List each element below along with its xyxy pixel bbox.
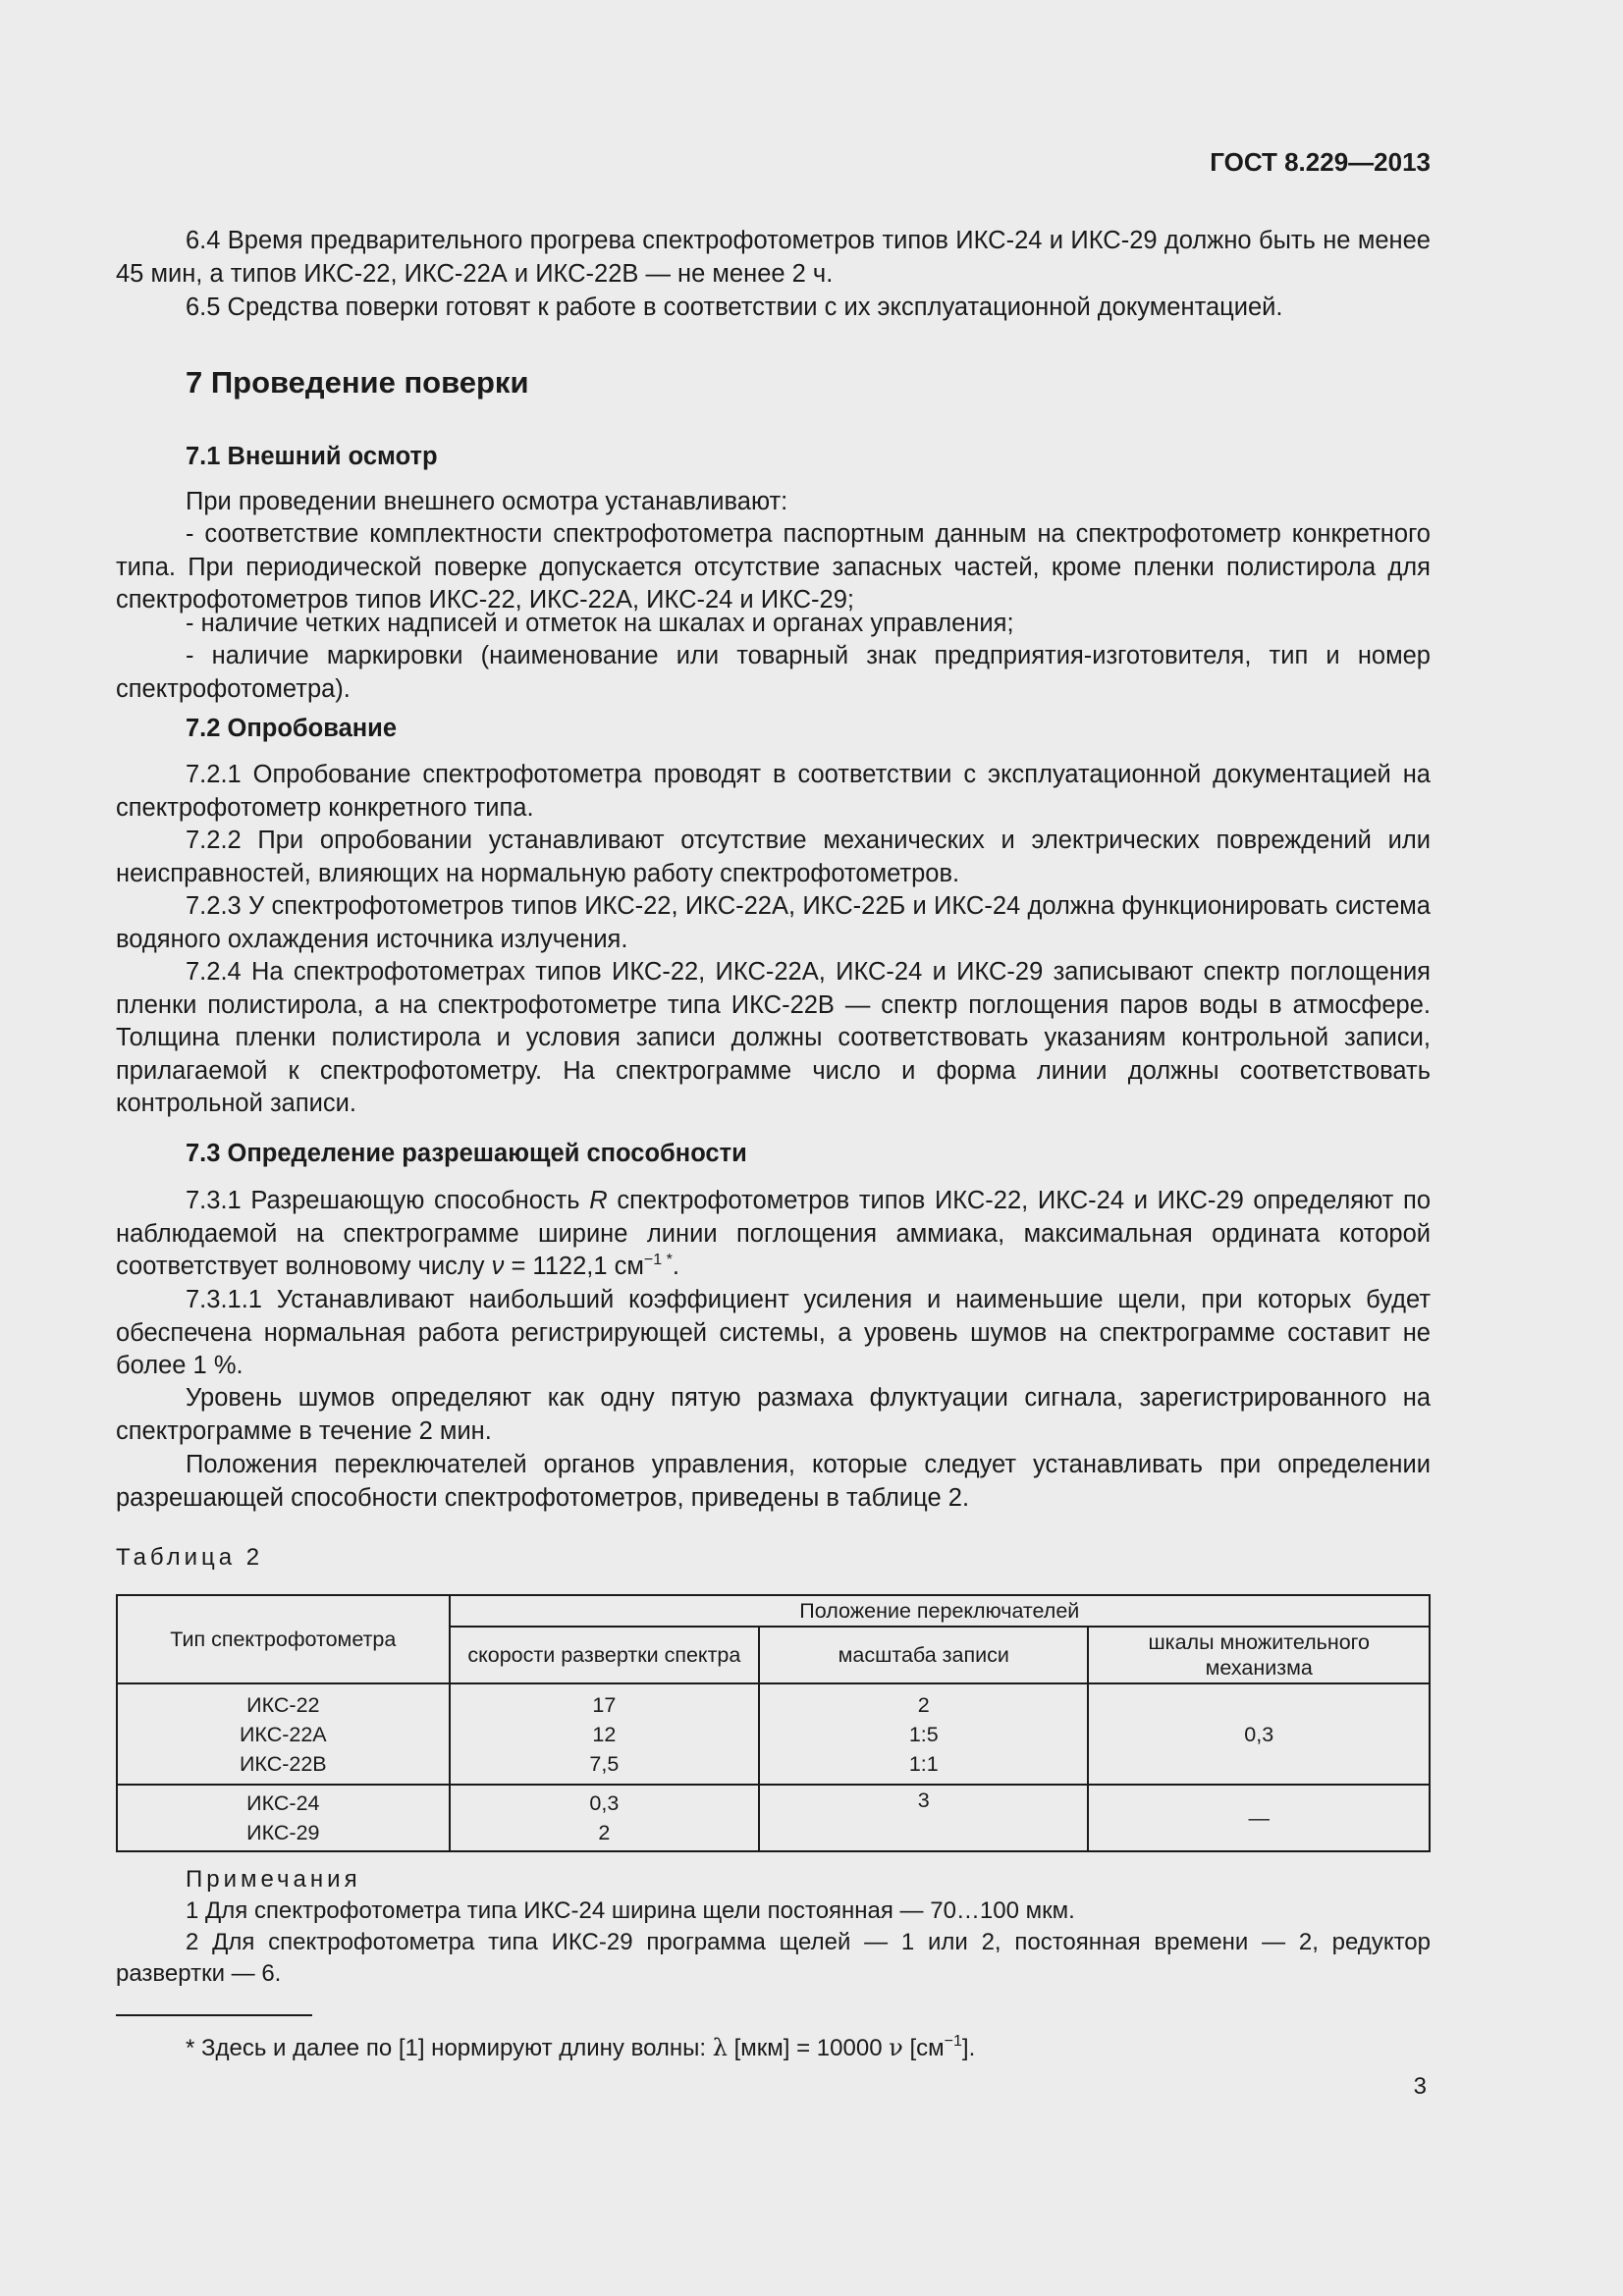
paragraph-7-3-1: 7.3.1 Разрешающую способность R спектрофотометров типов ИКС-22, ИКС-24 и ИКС-29 определяют по наблюдаемой на спектрограмме ширине линии поглощения аммиака, максимальная ордината которой соответствует волновому числу ν = 1122,1 $см^{-1 *}$. bbox=[116, 1187, 1431, 1280]
table-cell: 2 bbox=[598, 1821, 611, 1844]
section-7-title: 7 Проведение поверки bbox=[186, 365, 529, 400]
footnote-divider bbox=[116, 2014, 312, 2016]
footnote: * Здесь и далее по [1] нормируют длину волны: λ [мкм] = 10000 ν $[см^{-1}]$. bbox=[186, 2033, 976, 2061]
table-caption: Таблица 2 bbox=[116, 1544, 264, 1571]
paragraph-7-2-3: 7.2.3 У спектрофотометров типов ИКС-22, ИКС-22А, ИКС-22Б и ИКС-24 должна функционировать система водяного охлаждения источника излучения. bbox=[116, 892, 1431, 953]
list-item: - соответствие комплектности спектрофотометра паспортным данным на спектрофотометр конкретного типа. При периодической поверке допускается отсутствие запасных частей, кроме пленки полистирола для спектрофотометров типов ИКС-22, ИКС-22А, ИКС-24 и ИКС-29; bbox=[116, 520, 1431, 614]
group1-scales bbox=[759, 1683, 1088, 1785]
table-cell: 0,3 bbox=[589, 1791, 620, 1815]
paragraph-7-2-1: 7.2.1 Опробование спектрофотометра проводят в соответствии с эксплуатационной документацией на спектрофотометр конкретного типа. bbox=[116, 761, 1431, 822]
note-2: 2 Для спектрофотометра типа ИКС-29 программа щелей — 1 или 2, постоянная времени — 2, редуктор развертки — 6. bbox=[116, 1929, 1431, 1987]
paragraph-6-4: 6.4 Время предварительного прогрева спектрофотометров типов ИКС-24 и ИКС-29 должно быть не менее 45 мин, а типов ИКС-22, ИКС-22А и ИКС-22В — не менее 2 ч. bbox=[116, 227, 1431, 288]
table-cell: ИКС-29 bbox=[246, 1821, 320, 1844]
table-cell: 2 bbox=[917, 1692, 930, 1717]
group2-scale: 3 bbox=[759, 1785, 1088, 1851]
paragraph-7-2-2: 7.2.2 При опробовании устанавливают отсутствие механических и электрических повреждений или неисправностей, влияющих на нормальную работу спектрофотометров. bbox=[116, 827, 1431, 887]
header-recording-scale: масштаба записи bbox=[759, 1627, 1088, 1683]
section-7-1-title: 7.1 Внешний осмотр bbox=[186, 443, 438, 470]
section-7-2-title: 7.2 Опробование bbox=[186, 715, 398, 742]
table-cell: 1:1 bbox=[908, 1751, 939, 1776]
table-cell: 12 bbox=[592, 1722, 617, 1746]
paragraph-7-2-4: 7.2.4 На спектрофотометрах типов ИКС-22, ИКС-22А, ИКС-24 и ИКС-29 записывают спектр поглощения пленки полистирола, а на спектрофотометре типа ИКС-22В — спектр поглощения паров воды в атмосфере. Толщина пленки полистирола и условия записи должны соответствовать указаниям контрольной записи, прилагаемой к спектрофотометру. На спектрограмме число и форма линии должны соответствовать контрольной записи. bbox=[116, 958, 1431, 1117]
table-cell: ИКС-22А bbox=[239, 1722, 327, 1746]
document-code: ГОСТ 8.229—2013 bbox=[1210, 147, 1431, 177]
table-cell: 7,5 bbox=[589, 1751, 620, 1776]
list-item: - наличие четких надписей и отметок на шкалах и органах управления; bbox=[186, 610, 1014, 637]
group1-multiplier: 0,3 bbox=[1088, 1683, 1430, 1785]
section-7-1-intro: При проведении внешнего осмотра устанавливают: bbox=[186, 488, 788, 515]
table-2 bbox=[116, 1594, 1431, 1852]
table-cell: 1:5 bbox=[908, 1722, 939, 1746]
header-type: Тип спектрофотометра bbox=[117, 1595, 450, 1683]
list-item: - наличие маркировки (наименование или товарный знак предприятия-изготовителя, тип и номер спектрофотометра). bbox=[116, 642, 1431, 703]
paragraph-6-5: 6.5 Средства поверки готовят к работе в соответствии с их эксплуатационной документацией. bbox=[186, 294, 1283, 321]
paragraph-noise-level: Уровень шумов определяют как одну пятую размаха флуктуации сигнала, зарегистрированного на спектрограмме в течение 2 мин. bbox=[116, 1384, 1431, 1445]
header-scan-speed: скорости развертки спектра bbox=[450, 1627, 759, 1683]
group2-speeds bbox=[450, 1785, 759, 1851]
group1-types bbox=[117, 1683, 450, 1785]
table-cell: ИКС-24 bbox=[246, 1791, 320, 1815]
note-1: 1 Для спектрофотометра типа ИКС-24 ширина щели постоянная — 70…100 мкм. bbox=[186, 1897, 1075, 1924]
section-7-3-title: 7.3 Определение разрешающей способности bbox=[186, 1140, 747, 1167]
table-cell: 17 bbox=[592, 1692, 617, 1717]
header-multiplier-scale: шкалы множительного механизма bbox=[1088, 1627, 1430, 1683]
group2-types bbox=[117, 1785, 450, 1851]
notes-title: Примечания bbox=[186, 1866, 361, 1893]
header-switch-positions: Положение переключателей bbox=[450, 1595, 1430, 1627]
page-number: 3 bbox=[1413, 2073, 1427, 2100]
table-cell: ИКС-22 bbox=[246, 1692, 320, 1717]
paragraph-switch-positions: Положения переключателей органов управления, которые следует устанавливать при определении разрешающей способности спектрофотометров, приведены в таблице 2. bbox=[116, 1451, 1431, 1512]
table-cell: ИКС-22В bbox=[239, 1751, 327, 1776]
group1-speeds bbox=[450, 1683, 759, 1785]
paragraph-7-3-1-1: 7.3.1.1 Устанавливают наибольший коэффициент усиления и наименьшие щели, при которых будет обеспечена нормальная работа регистрирующей системы, а уровень шумов на спектрограмме составит не более 1 %. bbox=[116, 1286, 1431, 1379]
group2-multiplier: — bbox=[1088, 1785, 1430, 1851]
